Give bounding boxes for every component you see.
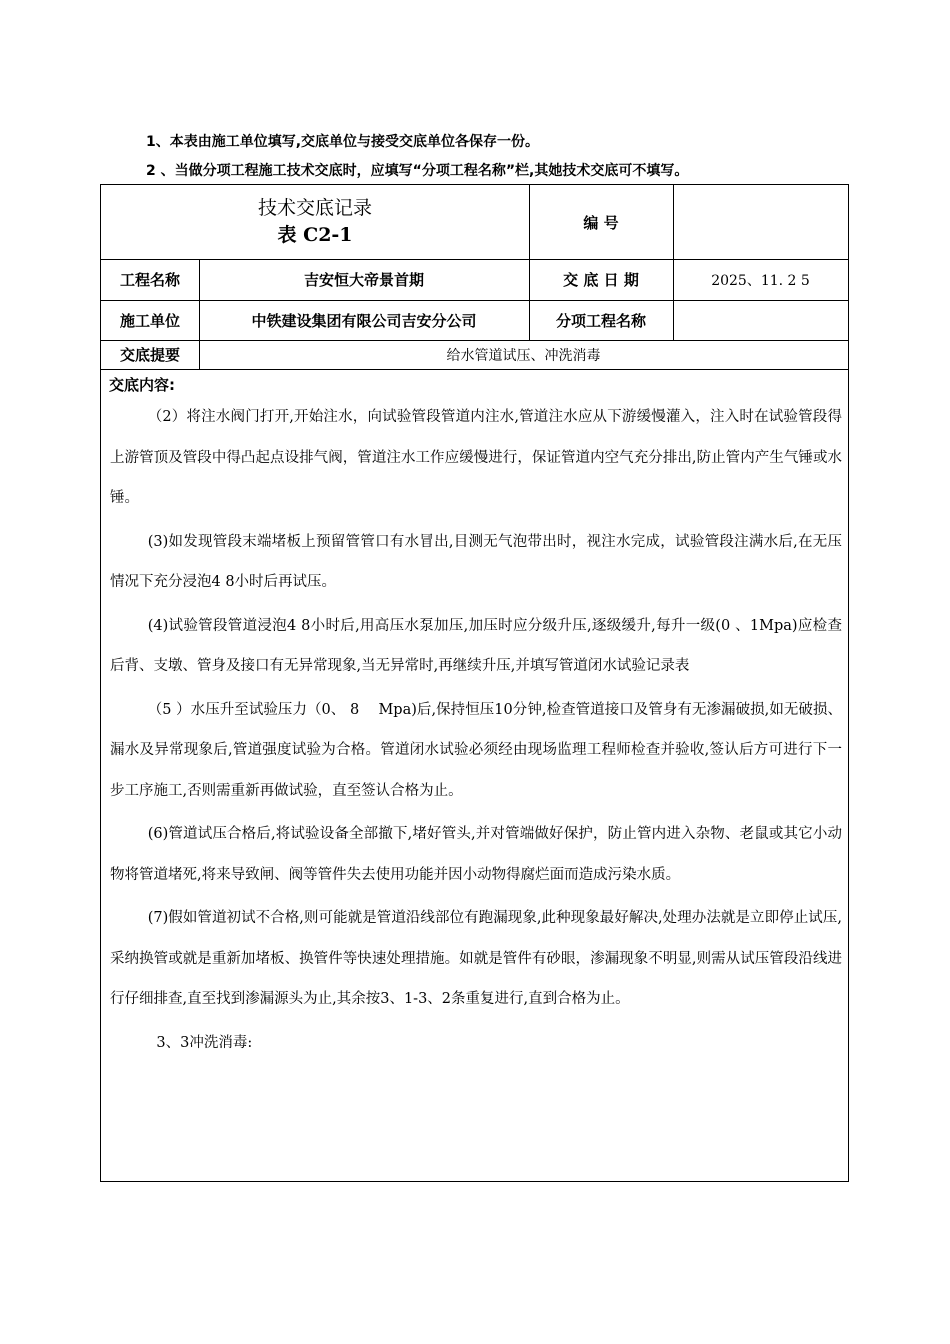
content-body (110, 397, 842, 1066)
disclosure-date-label: 交 底 日 期 (563, 271, 639, 289)
content-paragraph: (7)假如管道初试不合格,则可能就是管道沿线部位有跑漏现象,此种现象最好解决,处理办法就是立即停止试压,采纳换管或就是重新加堵板、换管件等快速处理措施。如就是管件有砂眼，渗漏现象不明显,则需从试压管段沿线进行仔细排查,直至找到渗漏源头为止,其余按3、1-3、2条重复进行,直到合格为止。 (110, 910, 842, 1007)
summary-value: 给水管道试压、冲洗消毒 (446, 347, 601, 364)
project-name-value: 吉安恒大帝景首期 (303, 271, 424, 289)
note-line-2: 2 、当做分项工程施工技术交底时，应填写“分项工程名称”栏,其她技术交底可不填写。 (146, 163, 689, 179)
subproject-name-field[interactable] (673, 300, 848, 340)
contractor-value: 中铁建设集团有限公司吉安分公司 (251, 311, 477, 330)
contractor-label: 施工单位 (119, 311, 180, 330)
project-name-label: 工程名称 (119, 271, 180, 289)
form-title (101, 185, 529, 259)
content-paragraph: 3、3冲洗消毒: (156, 1034, 253, 1051)
content-paragraph: (4)试验管段管道浸泡4 8小时后,用高压水泵加压,加压时应分级升压,逐级缓升,每升一级(0 、1Mpa)应检查后背、支墩、管身及接口有无异常现象,当无异常时,再继续升压,并填写管道闭水试验记录表 (110, 617, 842, 674)
form-title-main: 技术交底记录 (257, 197, 372, 219)
note-line-1: 1、本表由施工单位填写,交底单位与接受交底单位各保存一份。 (146, 134, 540, 150)
subproject-name-label: 分项工程名称 (555, 311, 646, 330)
summary-label: 交底提要 (119, 346, 180, 364)
content-paragraph: (3)如发现管段末端堵板上预留管管口有水冒出,目测无气泡带出时，视注水完成，试验管段注满水后,在无压情况下充分浸泡4 8小时后再试压。 (110, 533, 842, 590)
form-title-code: 表 C2-1 (277, 224, 353, 246)
content-paragraph: (6)管道试压合格后,将试验设备全部撤下,堵好管头,并对管端做好保护，防止管内进入杂物、老鼠或其它小动物将管道堵死,将来导致闸、阀等管件失去使用功能并因小动物得腐烂面而造成污染水质。 (110, 826, 842, 883)
content-paragraph: （5 ）水压升至试验压力（0、 8 Mpa)后,保持恒压10分钟,检查管道接口及管身有无渗漏破损,如无破损、漏水及异常现象后,管道强度试验为合格。管道闭水试验必须经由现场监理工程师检查并验收,签认后方可进行下一步工序施工,否则需重新再做试验，直至签认合格为止。 (110, 701, 842, 799)
disclosure-form (100, 184, 849, 1182)
number-label: 编 号 (583, 213, 619, 232)
content-paragraph: （2）将注水阀门打开,开始注水，向试验管段管道内注水,管道注水应从下游缓慢灌入，注入时在试验管段得上游管顶及管段中得凸起点设排气阀，管道注水工作应缓慢进行，保证管道内空气充分排出,防止管内产生气锤或水锤。 (110, 409, 842, 506)
disclosure-date-value: 2025、11. 2 5 (711, 272, 810, 289)
row-divider (101, 369, 848, 370)
number-field[interactable] (673, 185, 848, 259)
content-label: 交底内容: (109, 376, 175, 394)
